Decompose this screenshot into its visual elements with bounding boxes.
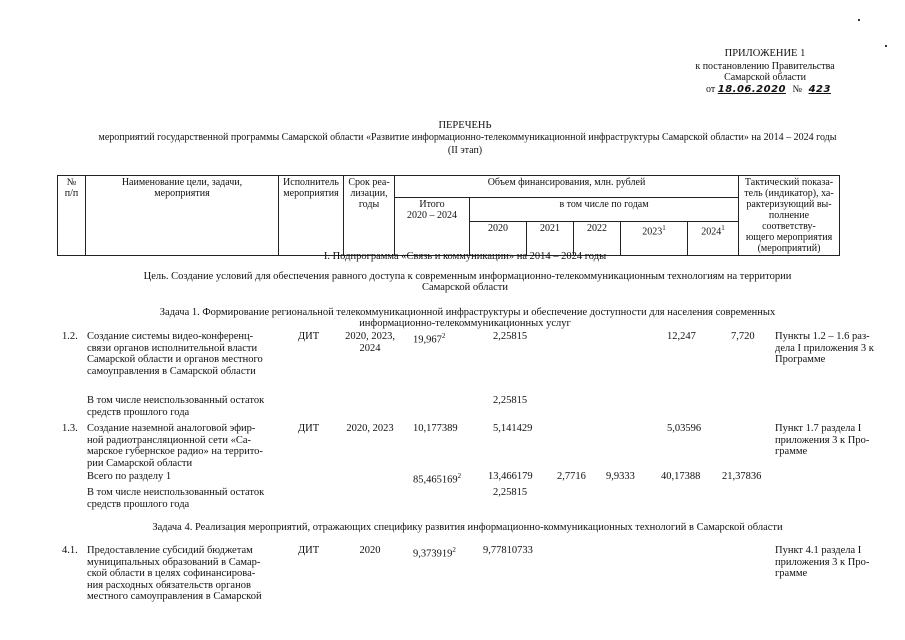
handwritten-date: 18.06.2020 (717, 84, 787, 95)
row-1-3-total: 10,177389 (413, 423, 458, 434)
row-1-2-residual-2020: 2,25815 (493, 395, 528, 406)
from-label: от (706, 84, 716, 95)
col-2022: 2022 (574, 222, 621, 256)
col-num: № п/п (58, 176, 86, 256)
col-name: Наименование цели, задачи, мероприятия (86, 176, 279, 256)
row-1-2-term: 2020, 2023, 2024 (345, 331, 395, 354)
col-volume: Объем финансирования, млн. рублей (395, 176, 739, 198)
col-incl: в том числе по годам (470, 198, 739, 222)
appendix-date-line (706, 84, 831, 95)
col-2021: 2021 (527, 222, 574, 256)
section-1-2023: 40,17388 (661, 471, 701, 482)
section-1-2024: 21,37836 (722, 471, 762, 482)
row-1-2-num: 1.2. (62, 331, 78, 342)
row-1-2-name: Создание системы видео-конференц- связи органов исполнительной власти Самарской области и органов местного самоуправления в Самарской области (87, 331, 263, 377)
section-1-residual-name: В том числе неиспользованный остаток средств прошлого года (87, 487, 265, 510)
doc-stage: (II этап) (447, 145, 483, 156)
row-4-1-name: Предоставление субсидий бюджетам муниципальных образований в Самар- ской области в целях софинансирова- ния расходных обязательств органов местного самоуправления в Самарской (87, 545, 262, 602)
col-executor: Исполнитель мероприятия (279, 176, 344, 256)
row-1-2-executor: ДИТ (298, 331, 320, 342)
section-1-2022: 9,9333 (606, 471, 635, 482)
doc-subtitle: мероприятий государственной программы Самарской области «Развитие информационно-телекоммуникационной инфраструктуры Самарской области» на 2014 – 2024 годы (98, 132, 837, 143)
row-1-3-executor: ДИТ (298, 423, 320, 434)
row-1-3-2023: 5,03596 (667, 423, 702, 434)
row-1-2-residual-name: В том числе неиспользованный остаток средств прошлого года (87, 395, 265, 418)
row-1-3-term: 2020, 2023 (346, 423, 394, 434)
number-label: № (792, 84, 803, 95)
col-2020: 2020 (470, 222, 527, 256)
appendix-line2: к постановлению Правительства (695, 61, 835, 72)
scan-dot (885, 45, 887, 47)
row-1-3-2020: 5,141429 (493, 423, 533, 434)
section-1-2020: 13,466179 (488, 471, 533, 482)
col-term: Срок реа- лизации, годы (344, 176, 395, 256)
task1-line2: информационно-телекоммуникационных услуг (359, 318, 571, 329)
section-1-total-label: Всего по разделу 1 (87, 471, 172, 482)
section-1-residual-2020: 2,25815 (493, 487, 528, 498)
row-1-3-indicator: Пункт 1.7 раздела I приложения 3 к Про- грамме (775, 423, 870, 457)
task4-heading: Задача 4. Реализация мероприятий, отражающих специфику развития информационно-коммуникационных технологий в Самарской области (152, 522, 783, 533)
row-1-2-total: 19,967$^2$ (413, 332, 446, 346)
section-1-2021: 2,7716 (557, 471, 586, 482)
row-4-1-total: 9,373919$^2$ (413, 546, 456, 560)
header-table (57, 175, 840, 256)
col-2023: 2023$^1$ (621, 222, 688, 256)
goal-line2: Самарской области (422, 282, 508, 293)
handwritten-number: 423 (808, 84, 831, 95)
subprogram-heading: I. Подпрограмма «Связь и коммуникации» на 2014 – 2024 годы (323, 251, 607, 262)
row-4-1-indicator: Пункт 4.1 раздела I приложения 3 к Про- грамме (775, 545, 870, 579)
appendix-line3: Самарской области (724, 72, 806, 83)
section-1-total: 85,465169$^2$ (413, 472, 462, 486)
row-1-3-name: Создание наземной аналоговой эфир- ной радиотрансляционной сети «Са- марское губернское радио» на террито- рии Самарской области (87, 423, 263, 469)
col-2024: 2024$^1$ (688, 222, 739, 256)
row-1-2-2024: 7,720 (731, 331, 755, 342)
col-indicator: Тактический показа- тель (индикатор), ха- рактеризующий вы- полнение соответству- ющего мероприятия (мероприятий) (739, 176, 840, 256)
row-4-1-num: 4.1. (62, 545, 78, 556)
task1-line1: Задача 1. Формирование региональной телекоммуникационной инфраструктуры и обеспечение доступности для населения современных (159, 307, 776, 318)
row-1-2-2020: 2,25815 (493, 331, 528, 342)
goal-line1: Цель. Создание условий для обеспечения равного доступа к современным информационно-телекоммуникационным технологиям на территории (143, 271, 792, 282)
row-1-3-num: 1.3. (62, 423, 78, 434)
scan-dot (858, 19, 860, 21)
appendix-title: ПРИЛОЖЕНИЕ 1 (724, 48, 806, 59)
row-4-1-executor: ДИТ (298, 545, 320, 556)
doc-title: ПЕРЕЧЕНЬ (438, 120, 492, 131)
row-1-2-2023: 12,247 (667, 331, 696, 342)
row-1-2-indicator: Пункты 1.2 – 1.6 раз- дела I приложения 3 к Программе (775, 331, 874, 365)
col-total: Итого 2020 – 2024 (395, 198, 470, 256)
row-4-1-2020: 9,77810733 (483, 545, 533, 556)
row-4-1-term: 2020 (359, 545, 381, 556)
